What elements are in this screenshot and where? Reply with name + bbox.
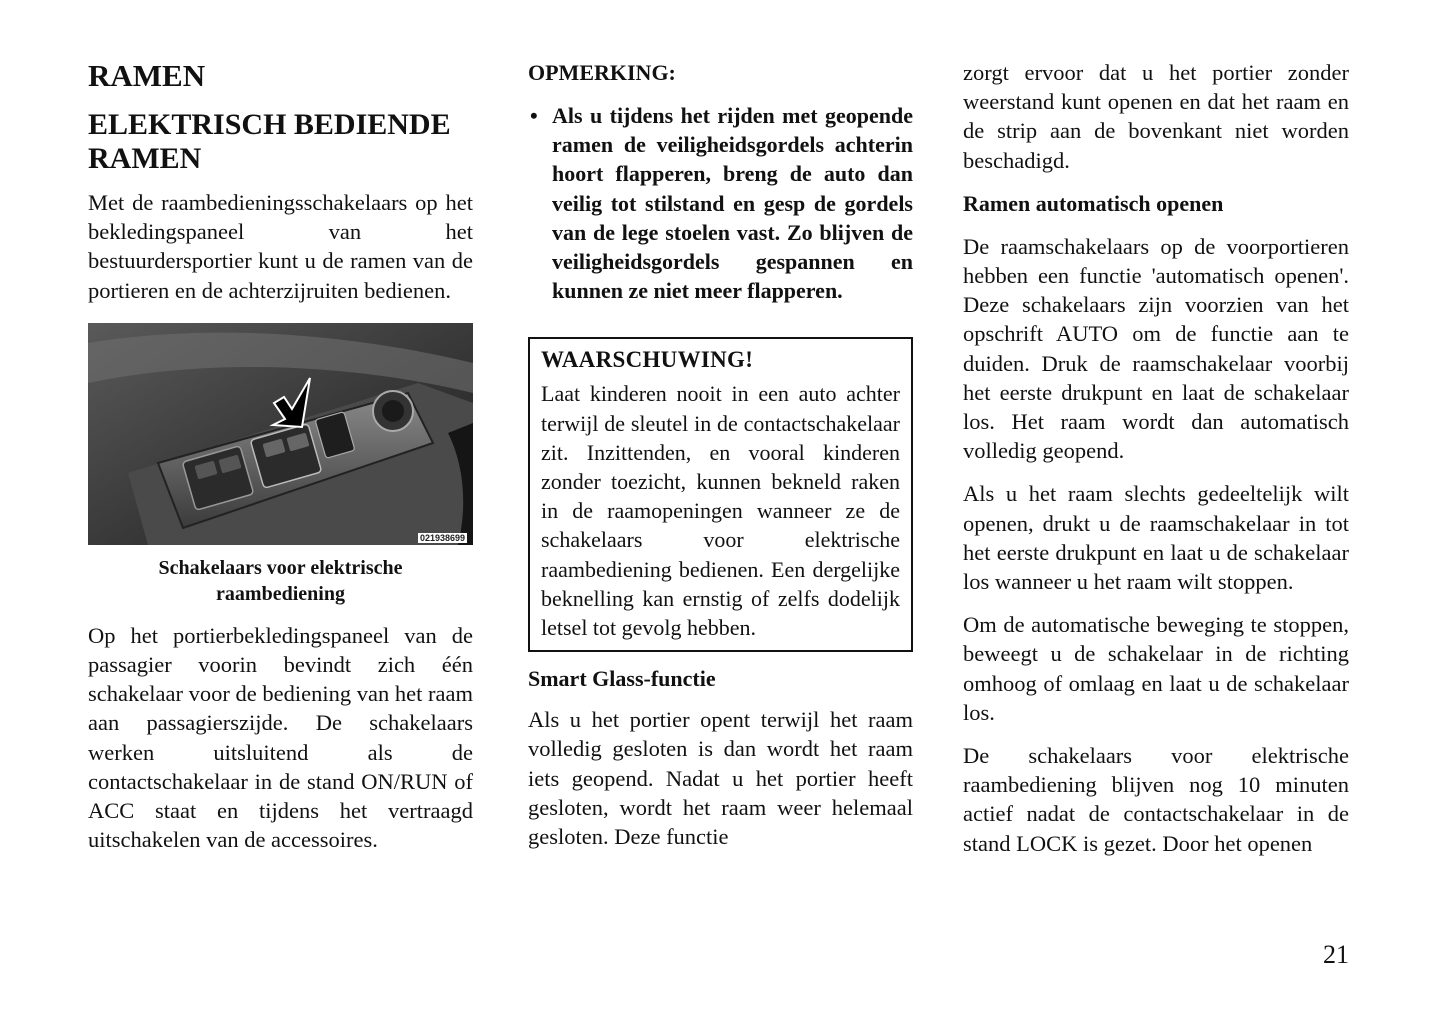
figure-code: 021938699	[419, 532, 465, 543]
stop-movement-paragraph: Om de automatische beweging te stoppen, beweegt u de schakelaar in de richting omhoog of omlaag en laat u de schakelaar los.	[963, 612, 1349, 725]
note-text: Als u tijdens het rijden met geopende ramen de veiligheidsgordels achterin hoort flapperen, breng de auto dan veilig tot stilstand en gesp de gordels van de lege stoelen vast. Zo blijven de veiligheidsgordels gespannen en kunnen ze niet meer flapperen.	[552, 103, 913, 304]
continued-paragraph: zorgt ervoor dat u het portier zonder weerstand kunt openen en dat het raam en de strip aan de bovenkant niet worden beschadigd.	[963, 60, 1349, 173]
intro-paragraph: Met de raambedieningsschakelaars op het bekledingspaneel van het bestuurdersportier kunt u de ramen van de portieren en de achterzijruiten bedienen.	[88, 190, 473, 303]
column-middle	[528, 58, 913, 851]
window-switch-figure	[88, 323, 473, 545]
warning-box	[528, 337, 913, 652]
figure-caption-line1: Schakelaars voor elektrische	[158, 556, 403, 579]
power-window-switch-panel-icon	[88, 323, 473, 545]
note-bullet-item	[528, 101, 913, 305]
column-right	[963, 58, 1349, 858]
smart-glass-paragraph: Als u het portier opent terwijl het raam volledig gesloten is dan wordt het raam iets geopend. Nadat u het portier heeft gesloten, wordt het raam weer helemaal gesloten. Deze functie	[528, 707, 913, 850]
warning-text: Laat kinderen nooit in een auto achter terwijl de sleutel in de contactschakelaar zit. Inzittenden, en vooral kinderen zonder toezicht, kunnen bekneld raken in de raamopeningen wanneer ze de schakelaars voor elektrische raambediening bedienen. Een dergelijke beknelling kan ernstig of zelfs dodelijk letsel tot gevolg hebben.	[541, 381, 900, 641]
auto-open-heading: Ramen automatisch openen	[963, 190, 1224, 216]
smart-glass-heading: Smart Glass-functie	[528, 666, 716, 692]
subsection-title: ELEKTRISCH BEDIENDE RAMEN	[88, 108, 451, 175]
note-heading: OPMERKING:	[528, 60, 676, 85]
auto-open-paragraph: De raamschakelaars op de voorportieren hebben een functie 'automatisch openen'. Deze schakelaars zijn voorzien van het opschrift AUTO om de functie aan te duiden. Druk de raamschakelaar voorbij het eerste drukpunt en laat de schakelaar los. Het raam wordt dan automatisch volledig geopend.	[963, 233, 1349, 464]
delay-paragraph: De schakelaars voor elektrische raambediening blijven nog 10 minuten actief nadat de contactschakelaar in de stand LOCK is gezet. Door het openen	[963, 743, 1349, 856]
warning-title: WAARSCHUWING!	[541, 347, 754, 373]
page-number: 21	[1323, 940, 1349, 969]
column-left	[88, 58, 473, 854]
passenger-switch-paragraph: Op het portierbekledingspaneel van de passagier voorin bevindt zich één schakelaar voor de bediening van het raam aan passagierszijde. De schakelaars werken uitsluitend als de contactschakelaar in de stand ON/RUN of ACC staat en tijdens het vertraagd uitschakelen van de accessoires.	[88, 622, 473, 853]
partial-open-paragraph: Als u het raam slechts gedeeltelijk wilt openen, drukt u de raamschakelaar in tot het eerste drukpunt en laat u de schakelaar los wanneer u het raam wilt stoppen.	[963, 481, 1349, 595]
bullet-icon: •	[530, 103, 538, 128]
figure-caption	[88, 555, 473, 607]
section-title: RAMEN	[88, 58, 206, 93]
figure-caption-line2: raambediening	[216, 582, 345, 605]
